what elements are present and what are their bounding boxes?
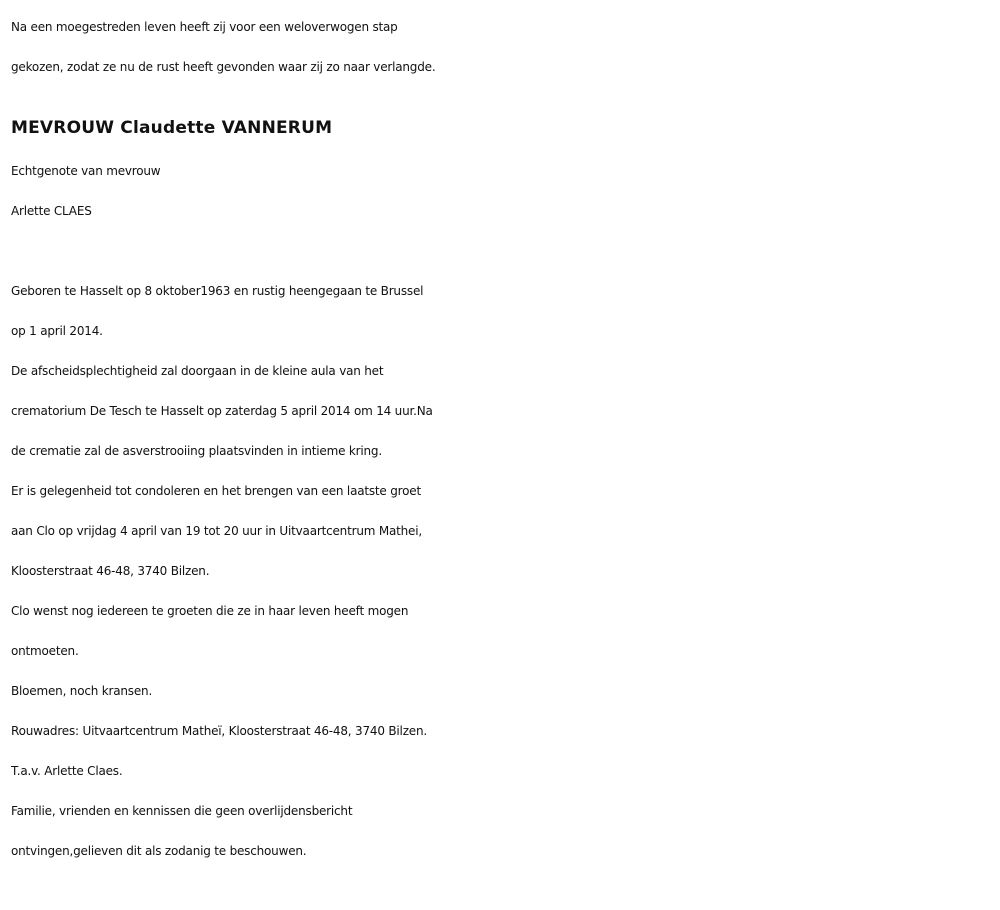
body-line: ontmoeten.: [11, 644, 79, 658]
body-line: Clo wenst nog iedereen te groeten die ze in haar leven heeft mogen: [11, 604, 409, 618]
body-line: Kloosterstraat 46-48, 3740 Bilzen.: [11, 564, 210, 578]
obituary-document: [11, 7, 996, 871]
section-gap: [11, 87, 996, 105]
body-line: aan Clo op vrijdag 4 april van 19 tot 20 uur in Uitvaartcentrum Mathei,: [11, 524, 422, 538]
deceased-name-heading: MEVROUW Claudette VANNERUM: [11, 118, 333, 138]
spouse-block: [11, 151, 996, 231]
body-line: Rouwadres: Uitvaartcentrum Matheï, Kloosterstraat 46-48, 3740 Bilzen.: [11, 724, 427, 738]
body-line: crematorium De Tesch te Hasselt op zaterdag 5 april 2014 om 14 uur.Na: [11, 404, 433, 418]
body-line: Bloemen, noch kransen.: [11, 684, 153, 698]
blank-line: [11, 231, 996, 271]
intro-paragraph: [11, 7, 996, 87]
intro-line: Na een moegestreden leven heeft zij voor een weloverwogen stap: [11, 20, 398, 34]
spouse-line: Echtgenote van mevrouw: [11, 164, 161, 178]
intro-line: gekozen, zodat ze nu de rust heeft gevonden waar zij zo naar verlangde.: [11, 60, 436, 74]
body-line: de crematie zal de asverstrooiing plaatsvinden in intieme kring.: [11, 444, 382, 458]
body-line: Er is gelegenheid tot condoleren en het brengen van een laatste groet: [11, 484, 421, 498]
body-line: Familie, vrienden en kennissen die geen overlijdensbericht: [11, 804, 353, 818]
body-line: De afscheidsplechtigheid zal doorgaan in de kleine aula van het: [11, 364, 384, 378]
body-text: [11, 271, 996, 871]
body-line: Geboren te Hasselt op 8 oktober1963 en rustig heengegaan te Brussel: [11, 284, 424, 298]
spouse-line: Arlette CLAES: [11, 204, 92, 218]
body-line: ontvingen,gelieven dit als zodanig te beschouwen.: [11, 844, 307, 858]
body-line: T.a.v. Arlette Claes.: [11, 764, 123, 778]
body-line: op 1 april 2014.: [11, 324, 103, 338]
